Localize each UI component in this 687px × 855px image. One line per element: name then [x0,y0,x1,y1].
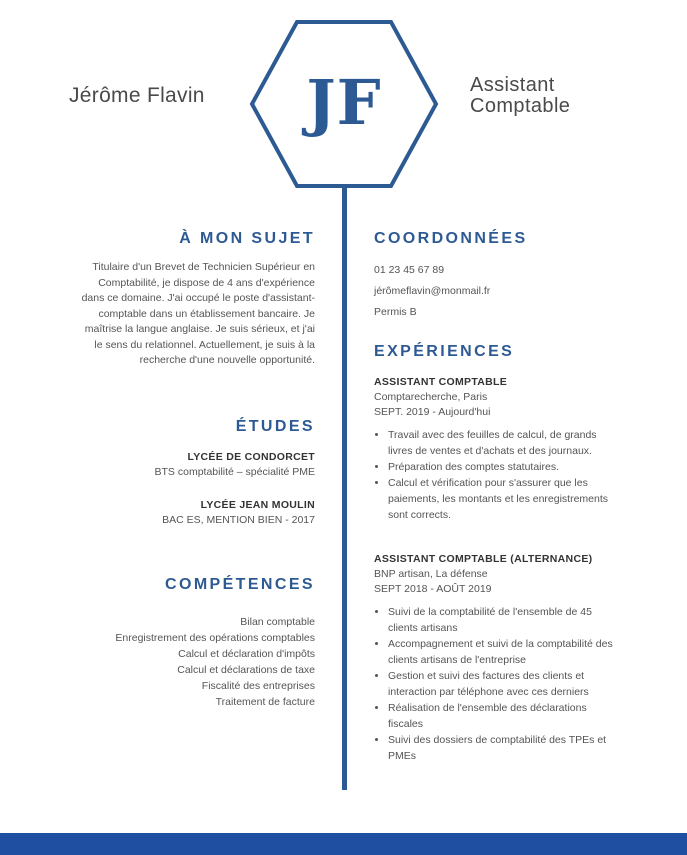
skill-item: Fiscalité des entreprises [201,680,315,692]
candidate-name: Jérôme Flavin [69,84,205,107]
job-title [470,75,570,117]
contact-phone: 01 23 45 67 89 [374,264,445,276]
experience-company: BNP artisan, La défense [374,568,488,580]
experience-item [374,375,620,523]
footer-bar [0,833,687,855]
study-school: LYCÉE DE CONDORCET [187,451,315,463]
experience-bullet: • Calcul et vérification pour s'assurer que les paiements, les montants et les enregistrements sont corrects. [388,475,620,523]
experience-dates: SEPT 2018 - AOÛT 2019 [374,583,492,595]
experience-bullet: • Accompagnement et suivi de la comptabilité des clients artisans de l'entreprise [388,636,620,668]
study-item [162,498,315,528]
skill-item: Enregistrement des opérations comptables [115,632,315,644]
experience-title: ASSISTANT COMPTABLE (ALTERNANCE) [374,553,593,565]
monogram-initials: JF [306,66,382,139]
experience-company: Comptarecherche, Paris [374,391,488,403]
about-text: Titulaire d'un Brevet de Technicien Supérieur en Comptabilité, je dispose de 4 ans d'expérience dans ce domaine. J'ai occupé le poste d'assistant-comptable dans un établissement bancaire. Je maîtrise la langue anglaise. Je suis sérieux, et j'ai le sens du relationnel. Actuellement, je suis à la recherche d'une nouvelle opportunité. [81,261,315,366]
skills-list [115,614,315,710]
study-detail: BTS comptabilité – spécialité PME [154,466,315,478]
skill-item: Calcul et déclarations de taxe [177,664,315,676]
experience-bullets [374,604,620,764]
experience-bullet: • Préparation des comptes statutaires. [388,459,620,475]
skill-item: Calcul et déclaration d'impôts [178,648,315,660]
experience-bullet: • Suivi de la comptabilité de l'ensemble de 45 clients artisans [388,604,620,636]
experience-dates: SEPT. 2019 - Aujourd'hui [374,406,491,418]
experience-bullet: • Suivi des dossiers de comptabilité des TPEs et PMEs [388,732,620,764]
study-detail: BAC ES, MENTION BIEN - 2017 [162,514,315,526]
about-heading: À MON SUJET [179,230,315,247]
skill-item: Traitement de facture [215,696,315,708]
contact-heading: COORDONNÉES [374,230,528,247]
skill-item: Bilan comptable [240,616,315,628]
experience-bullet: • Réalisation de l'ensemble des déclarations fiscales [388,700,620,732]
contact-list [374,262,490,325]
experience-bullet: • Gestion et suivi des factures des clients et interaction par téléphone avec ces derniers [388,668,620,700]
job-title-line-1: Assistant [470,74,555,96]
studies-heading: ÉTUDES [235,418,315,435]
job-title-line-2: Comptable [470,95,571,117]
experience-title: ASSISTANT COMPTABLE [374,376,508,388]
experiences-heading: EXPÉRIENCES [374,343,515,360]
contact-email: jérômeflavin@monmail.fr [374,285,491,297]
study-item [155,450,315,480]
study-school: LYCÉE JEAN MOULIN [200,499,315,511]
experience-bullets [374,427,620,523]
skills-heading: COMPÉTENCES [165,576,315,593]
experience-bullet: • Travail avec des feuilles de calcul, de grands livres de ventes et d'achats et des journaux. [388,427,620,459]
center-divider [342,186,347,790]
experience-item [374,552,620,764]
contact-license: Permis B [374,306,417,318]
